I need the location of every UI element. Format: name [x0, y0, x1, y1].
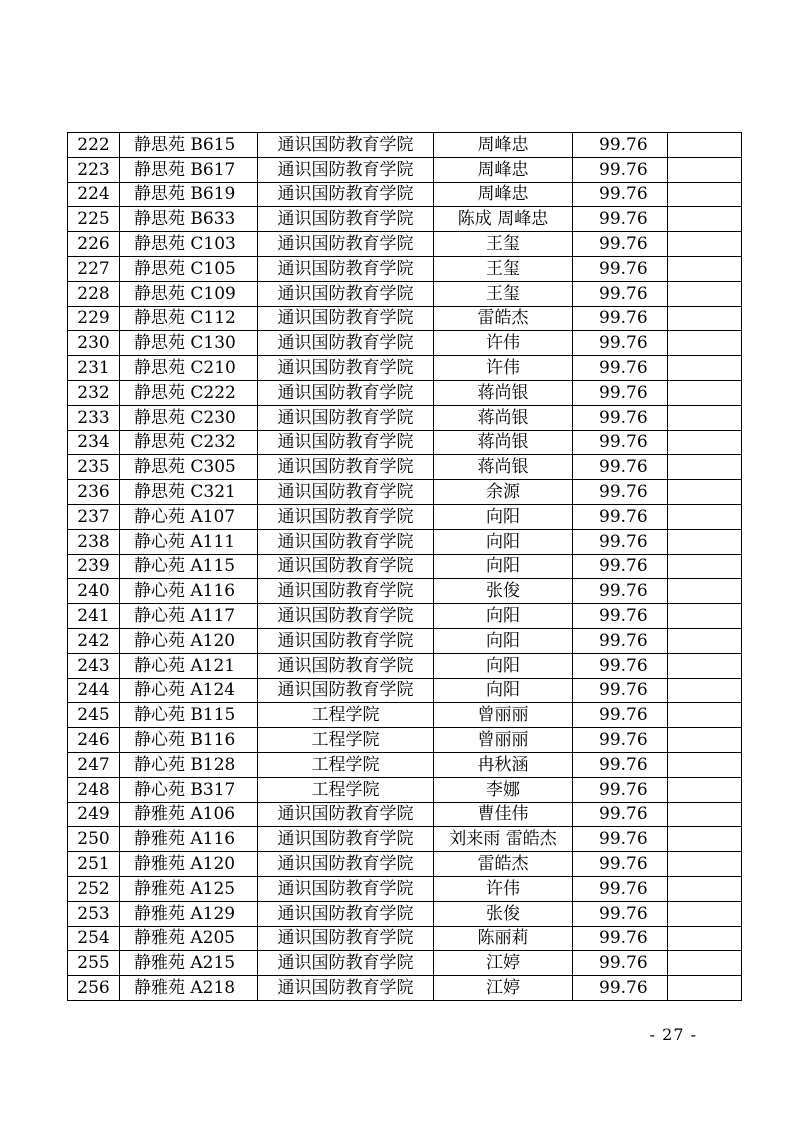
remark-cell [668, 678, 742, 703]
table-row [68, 678, 742, 703]
remark-cell [668, 182, 742, 207]
counselor-cell: 许伟 [434, 331, 573, 356]
score-cell: 99.76 [573, 480, 668, 505]
score-cell: 99.76 [573, 752, 668, 777]
score-cell: 99.76 [573, 703, 668, 728]
college-cell: 通识国防教育学院 [258, 579, 434, 604]
remark-cell [668, 628, 742, 653]
room-cell: 静思苑 C232 [120, 430, 258, 455]
counselor-cell: 蒋尚银 [434, 380, 573, 405]
room-cell: 静思苑 C103 [120, 232, 258, 257]
table-row [68, 480, 742, 505]
college-cell: 通识国防教育学院 [258, 901, 434, 926]
college-cell: 通识国防教育学院 [258, 628, 434, 653]
room-cell: 静心苑 A120 [120, 628, 258, 653]
college-cell: 通识国防教育学院 [258, 182, 434, 207]
remark-cell [668, 579, 742, 604]
college-cell: 通识国防教育学院 [258, 976, 434, 1001]
row-number-cell: 249 [68, 802, 120, 827]
counselor-cell: 冉秋涵 [434, 752, 573, 777]
score-cell: 99.76 [573, 380, 668, 405]
row-number-cell: 225 [68, 207, 120, 232]
row-number-cell: 235 [68, 455, 120, 480]
college-cell: 通识国防教育学院 [258, 232, 434, 257]
remark-cell [668, 901, 742, 926]
row-number-cell: 248 [68, 777, 120, 802]
row-number-cell: 240 [68, 579, 120, 604]
score-cell: 99.76 [573, 455, 668, 480]
room-cell: 静雅苑 A116 [120, 827, 258, 852]
table-row [68, 430, 742, 455]
room-cell: 静心苑 A107 [120, 504, 258, 529]
table-row [68, 529, 742, 554]
table-row [68, 926, 742, 951]
counselor-cell: 周峰忠 [434, 182, 573, 207]
room-cell: 静心苑 A115 [120, 554, 258, 579]
table-row [68, 752, 742, 777]
room-cell: 静思苑 C109 [120, 281, 258, 306]
counselor-cell: 蒋尚银 [434, 405, 573, 430]
remark-cell [668, 232, 742, 257]
counselor-cell: 向阳 [434, 628, 573, 653]
counselor-cell: 向阳 [434, 554, 573, 579]
room-cell: 静思苑 C130 [120, 331, 258, 356]
row-number-cell: 223 [68, 157, 120, 182]
college-cell: 通识国防教育学院 [258, 926, 434, 951]
row-number-cell: 255 [68, 951, 120, 976]
room-cell: 静雅苑 A125 [120, 876, 258, 901]
counselor-cell: 蒋尚银 [434, 430, 573, 455]
table-row [68, 852, 742, 877]
room-cell: 静思苑 C321 [120, 480, 258, 505]
college-cell: 通识国防教育学院 [258, 256, 434, 281]
college-cell: 通识国防教育学院 [258, 852, 434, 877]
college-cell: 通识国防教育学院 [258, 876, 434, 901]
room-cell: 静雅苑 A129 [120, 901, 258, 926]
score-cell: 99.76 [573, 678, 668, 703]
table-row [68, 703, 742, 728]
score-cell: 99.76 [573, 430, 668, 455]
score-cell: 99.76 [573, 157, 668, 182]
table-row [68, 331, 742, 356]
row-number-cell: 238 [68, 529, 120, 554]
table-row [68, 976, 742, 1001]
counselor-cell: 张俊 [434, 901, 573, 926]
room-cell: 静雅苑 A106 [120, 802, 258, 827]
remark-cell [668, 281, 742, 306]
table-row [68, 802, 742, 827]
row-number-cell: 242 [68, 628, 120, 653]
table-row [68, 579, 742, 604]
row-number-cell: 251 [68, 852, 120, 877]
counselor-cell: 向阳 [434, 604, 573, 629]
row-number-cell: 244 [68, 678, 120, 703]
counselor-cell: 陈成 周峰忠 [434, 207, 573, 232]
row-number-cell: 256 [68, 976, 120, 1001]
dormitory-score-table [67, 132, 742, 1001]
college-cell: 通识国防教育学院 [258, 827, 434, 852]
score-cell: 99.76 [573, 951, 668, 976]
counselor-cell: 王玺 [434, 256, 573, 281]
remark-cell [668, 331, 742, 356]
score-cell: 99.76 [573, 281, 668, 306]
college-cell: 通识国防教育学院 [258, 157, 434, 182]
counselor-cell: 周峰忠 [434, 133, 573, 158]
row-number-cell: 233 [68, 405, 120, 430]
college-cell: 通识国防教育学院 [258, 207, 434, 232]
counselor-cell: 许伟 [434, 356, 573, 381]
score-cell: 99.76 [573, 331, 668, 356]
remark-cell [668, 207, 742, 232]
row-number-cell: 236 [68, 480, 120, 505]
counselor-cell: 曾丽丽 [434, 728, 573, 753]
room-cell: 静雅苑 A218 [120, 976, 258, 1001]
counselor-cell: 张俊 [434, 579, 573, 604]
row-number-cell: 229 [68, 306, 120, 331]
room-cell: 静心苑 A117 [120, 604, 258, 629]
room-cell: 静思苑 C210 [120, 356, 258, 381]
counselor-cell: 向阳 [434, 678, 573, 703]
counselor-cell: 李娜 [434, 777, 573, 802]
table-row [68, 256, 742, 281]
table-row [68, 281, 742, 306]
counselor-cell: 余源 [434, 480, 573, 505]
college-cell: 工程学院 [258, 777, 434, 802]
table-row [68, 504, 742, 529]
table-row [68, 554, 742, 579]
table-row [68, 876, 742, 901]
score-cell: 99.76 [573, 554, 668, 579]
remark-cell [668, 752, 742, 777]
score-cell: 99.76 [573, 976, 668, 1001]
table-row [68, 777, 742, 802]
room-cell: 静思苑 C230 [120, 405, 258, 430]
college-cell: 工程学院 [258, 703, 434, 728]
counselor-cell: 向阳 [434, 504, 573, 529]
remark-cell [668, 504, 742, 529]
table-row [68, 728, 742, 753]
remark-cell [668, 529, 742, 554]
college-cell: 工程学院 [258, 752, 434, 777]
table-row [68, 653, 742, 678]
table-row [68, 380, 742, 405]
room-cell: 静心苑 B115 [120, 703, 258, 728]
page-number: - 27 - [649, 1025, 697, 1044]
table-row [68, 405, 742, 430]
score-cell: 99.76 [573, 604, 668, 629]
row-number-cell: 241 [68, 604, 120, 629]
counselor-cell: 江婷 [434, 976, 573, 1001]
remark-cell [668, 380, 742, 405]
counselor-cell: 曾丽丽 [434, 703, 573, 728]
row-number-cell: 252 [68, 876, 120, 901]
counselor-cell: 雷皓杰 [434, 306, 573, 331]
remark-cell [668, 926, 742, 951]
row-number-cell: 247 [68, 752, 120, 777]
score-cell: 99.76 [573, 777, 668, 802]
college-cell: 通识国防教育学院 [258, 356, 434, 381]
room-cell: 静心苑 B128 [120, 752, 258, 777]
table-row [68, 232, 742, 257]
score-cell: 99.76 [573, 529, 668, 554]
score-cell: 99.76 [573, 256, 668, 281]
table-row [68, 356, 742, 381]
counselor-cell: 蒋尚银 [434, 455, 573, 480]
remark-cell [668, 455, 742, 480]
college-cell: 通识国防教育学院 [258, 604, 434, 629]
row-number-cell: 224 [68, 182, 120, 207]
counselor-cell: 雷皓杰 [434, 852, 573, 877]
college-cell: 通识国防教育学院 [258, 306, 434, 331]
college-cell: 通识国防教育学院 [258, 380, 434, 405]
remark-cell [668, 604, 742, 629]
counselor-cell: 向阳 [434, 653, 573, 678]
remark-cell [668, 554, 742, 579]
score-cell: 99.76 [573, 579, 668, 604]
remark-cell [668, 356, 742, 381]
room-cell: 静心苑 A121 [120, 653, 258, 678]
counselor-cell: 许伟 [434, 876, 573, 901]
table-body [68, 133, 742, 1001]
room-cell: 静思苑 B633 [120, 207, 258, 232]
row-number-cell: 253 [68, 901, 120, 926]
row-number-cell: 232 [68, 380, 120, 405]
counselor-cell: 王玺 [434, 232, 573, 257]
college-cell: 通识国防教育学院 [258, 504, 434, 529]
score-cell: 99.76 [573, 901, 668, 926]
remark-cell [668, 133, 742, 158]
row-number-cell: 226 [68, 232, 120, 257]
row-number-cell: 237 [68, 504, 120, 529]
college-cell: 通识国防教育学院 [258, 653, 434, 678]
remark-cell [668, 728, 742, 753]
room-cell: 静心苑 A124 [120, 678, 258, 703]
score-cell: 99.76 [573, 802, 668, 827]
table-row [68, 901, 742, 926]
row-number-cell: 245 [68, 703, 120, 728]
row-number-cell: 227 [68, 256, 120, 281]
room-cell: 静思苑 C222 [120, 380, 258, 405]
counselor-cell: 周峰忠 [434, 157, 573, 182]
remark-cell [668, 430, 742, 455]
remark-cell [668, 827, 742, 852]
table-row [68, 951, 742, 976]
score-cell: 99.76 [573, 628, 668, 653]
score-cell: 99.76 [573, 306, 668, 331]
room-cell: 静心苑 B317 [120, 777, 258, 802]
room-cell: 静雅苑 A205 [120, 926, 258, 951]
room-cell: 静思苑 C105 [120, 256, 258, 281]
table-row [68, 157, 742, 182]
college-cell: 通识国防教育学院 [258, 455, 434, 480]
table-row [68, 455, 742, 480]
room-cell: 静思苑 B615 [120, 133, 258, 158]
score-cell: 99.76 [573, 133, 668, 158]
college-cell: 通识国防教育学院 [258, 951, 434, 976]
table-row [68, 182, 742, 207]
remark-cell [668, 802, 742, 827]
remark-cell [668, 653, 742, 678]
row-number-cell: 246 [68, 728, 120, 753]
remark-cell [668, 976, 742, 1001]
row-number-cell: 231 [68, 356, 120, 381]
score-cell: 99.76 [573, 852, 668, 877]
row-number-cell: 254 [68, 926, 120, 951]
row-number-cell: 243 [68, 653, 120, 678]
row-number-cell: 234 [68, 430, 120, 455]
room-cell: 静雅苑 A120 [120, 852, 258, 877]
room-cell: 静心苑 B116 [120, 728, 258, 753]
score-cell: 99.76 [573, 207, 668, 232]
college-cell: 通识国防教育学院 [258, 554, 434, 579]
college-cell: 通识国防教育学院 [258, 331, 434, 356]
row-number-cell: 239 [68, 554, 120, 579]
college-cell: 通识国防教育学院 [258, 529, 434, 554]
room-cell: 静雅苑 A215 [120, 951, 258, 976]
score-cell: 99.76 [573, 504, 668, 529]
score-cell: 99.76 [573, 876, 668, 901]
counselor-cell: 曹佳伟 [434, 802, 573, 827]
college-cell: 通识国防教育学院 [258, 480, 434, 505]
college-cell: 通识国防教育学院 [258, 133, 434, 158]
row-number-cell: 222 [68, 133, 120, 158]
room-cell: 静思苑 B617 [120, 157, 258, 182]
table-row [68, 133, 742, 158]
row-number-cell: 230 [68, 331, 120, 356]
room-cell: 静心苑 A111 [120, 529, 258, 554]
room-cell: 静心苑 A116 [120, 579, 258, 604]
remark-cell [668, 876, 742, 901]
table-row [68, 604, 742, 629]
table-row [68, 306, 742, 331]
counselor-cell: 刘来雨 雷皓杰 [434, 827, 573, 852]
remark-cell [668, 306, 742, 331]
score-cell: 99.76 [573, 182, 668, 207]
remark-cell [668, 405, 742, 430]
college-cell: 通识国防教育学院 [258, 802, 434, 827]
college-cell: 工程学院 [258, 728, 434, 753]
score-cell: 99.76 [573, 405, 668, 430]
counselor-cell: 王玺 [434, 281, 573, 306]
remark-cell [668, 951, 742, 976]
table-row [68, 628, 742, 653]
remark-cell [668, 256, 742, 281]
room-cell: 静思苑 C305 [120, 455, 258, 480]
college-cell: 通识国防教育学院 [258, 678, 434, 703]
row-number-cell: 250 [68, 827, 120, 852]
score-cell: 99.76 [573, 232, 668, 257]
counselor-cell: 陈丽莉 [434, 926, 573, 951]
row-number-cell: 228 [68, 281, 120, 306]
room-cell: 静思苑 C112 [120, 306, 258, 331]
table-row [68, 207, 742, 232]
remark-cell [668, 480, 742, 505]
remark-cell [668, 157, 742, 182]
score-cell: 99.76 [573, 827, 668, 852]
score-cell: 99.76 [573, 728, 668, 753]
college-cell: 通识国防教育学院 [258, 405, 434, 430]
remark-cell [668, 703, 742, 728]
remark-cell [668, 852, 742, 877]
room-cell: 静思苑 B619 [120, 182, 258, 207]
table-row [68, 827, 742, 852]
score-cell: 99.76 [573, 926, 668, 951]
score-cell: 99.76 [573, 356, 668, 381]
counselor-cell: 江婷 [434, 951, 573, 976]
score-cell: 99.76 [573, 653, 668, 678]
remark-cell [668, 777, 742, 802]
college-cell: 通识国防教育学院 [258, 430, 434, 455]
counselor-cell: 向阳 [434, 529, 573, 554]
college-cell: 通识国防教育学院 [258, 281, 434, 306]
